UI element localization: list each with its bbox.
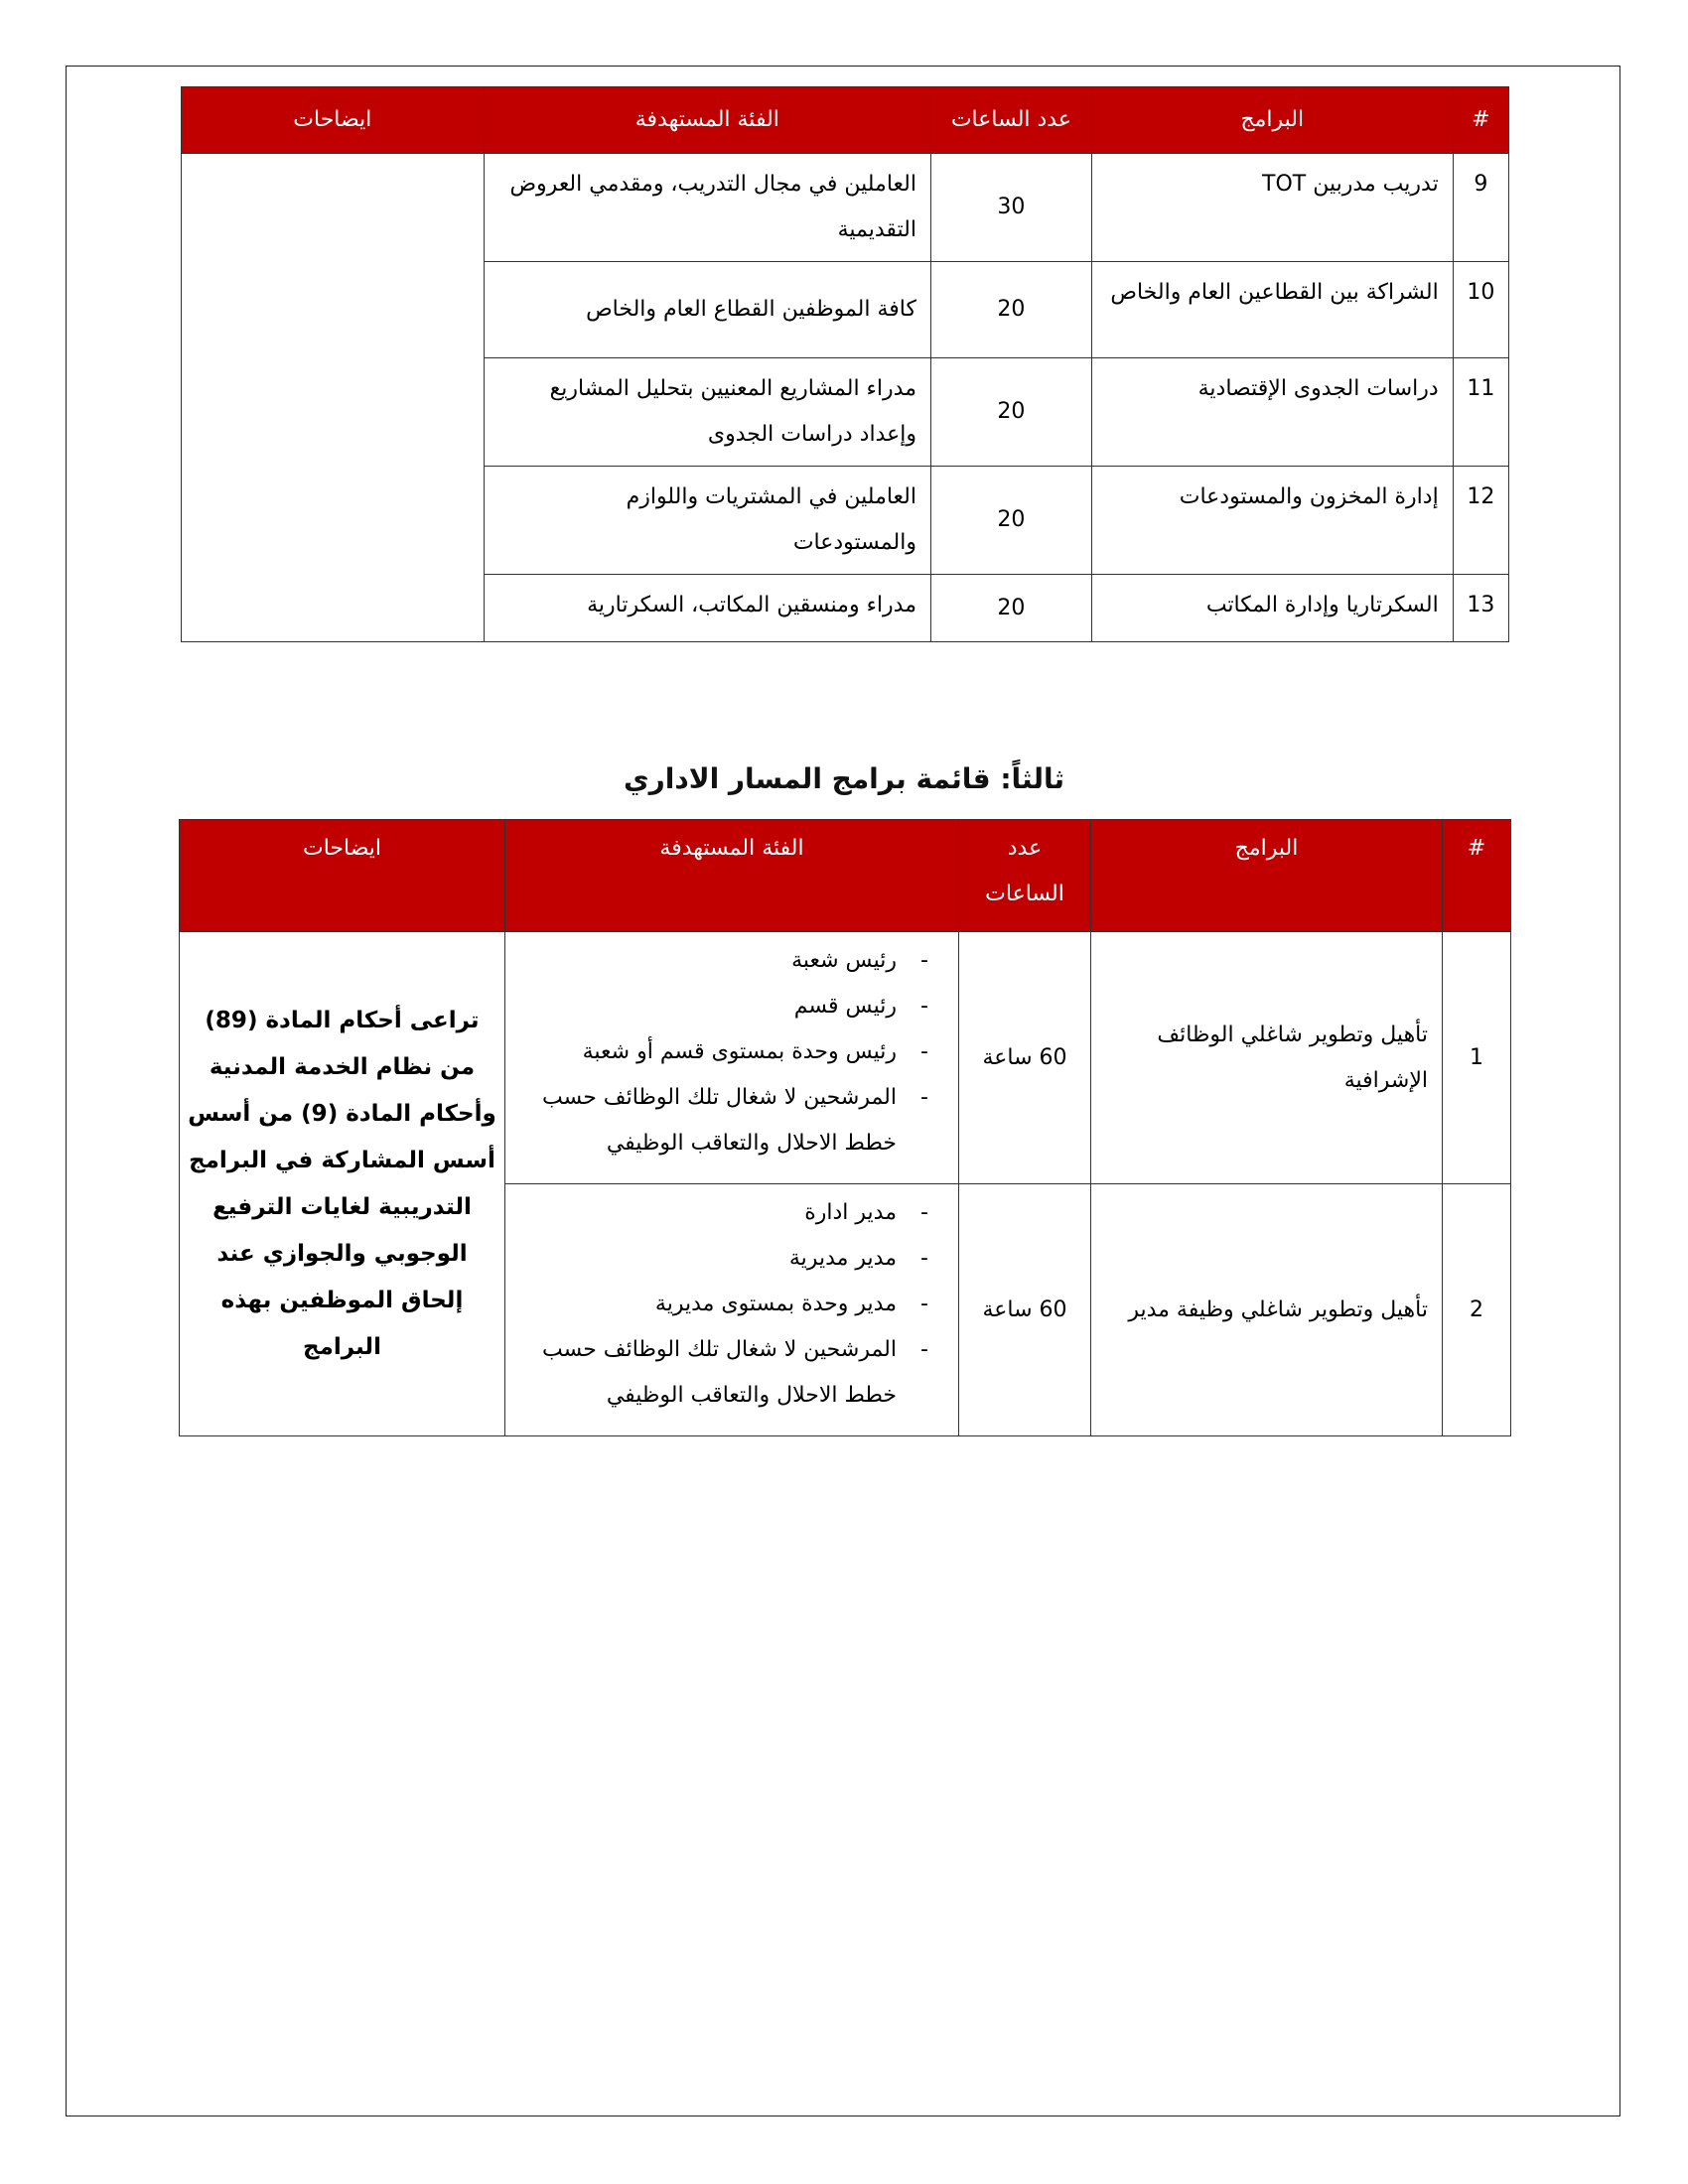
row-program: السكرتاريا وإدارة المكاتب <box>1091 575 1453 642</box>
row-program: تدريب مدربين TOT <box>1091 154 1453 262</box>
row-program: الشراكة بين القطاعين العام والخاص <box>1091 262 1453 358</box>
row-target: كافة الموظفين القطاع العام والخاص <box>484 262 930 358</box>
row-target: العاملين في مجال التدريب، ومقدمي العروض التقديمية <box>484 154 930 262</box>
header-notes: ايضاحات <box>180 820 505 932</box>
row-target: مدراء المشاريع المعنيين بتحليل المشاريع وإعداد دراسات الجدوى <box>484 358 930 467</box>
row-hours: 20 <box>930 575 1091 642</box>
row-hours: 20 <box>930 358 1091 467</box>
header-num: # <box>1453 87 1508 154</box>
row-num: 13 <box>1453 575 1508 642</box>
row-num: 1 <box>1443 932 1511 1184</box>
admin-track-programs-table <box>179 819 1511 1436</box>
section-title: ثالثاً: قائمة برامج المسار الاداري <box>623 762 1065 795</box>
row-program: تأهيل وتطوير شاغلي وظيفة مدير <box>1091 1184 1443 1436</box>
header-num: # <box>1443 820 1511 932</box>
table-header-row <box>182 87 1509 154</box>
row-program: دراسات الجدوى الإقتصادية <box>1091 358 1453 467</box>
row-target: العاملين في المشتريات واللوازم والمستودعات <box>484 467 930 575</box>
header-notes: ايضاحات <box>182 87 485 154</box>
row-num: 12 <box>1453 467 1508 575</box>
list-item: - رئيس قسم <box>519 984 922 1029</box>
notes-cell: تراعى أحكام المادة (89) من نظام الخدمة المدنية وأحكام المادة (9) من أسس أسس المشاركة في البرامج التدريبية لغايات الترفيع الوجوبي والجوازي عند إلحاق الموظفين بهذه البرامج <box>180 932 505 1436</box>
table-row <box>182 154 1509 262</box>
row-num: 10 <box>1453 262 1508 358</box>
list-item: - المرشحين لا شغال تلك الوظائف حسب خطط الاحلال والتعاقب الوظيفي <box>519 1075 922 1166</box>
row-target <box>505 1184 959 1436</box>
target-list <box>519 1190 944 1419</box>
row-hours: 20 <box>930 467 1091 575</box>
row-program: إدارة المخزون والمستودعات <box>1091 467 1453 575</box>
row-num: 2 <box>1443 1184 1511 1436</box>
table-header-row <box>180 820 1511 932</box>
programs-table-continued <box>181 86 1509 642</box>
row-target <box>505 932 959 1184</box>
row-target: مدراء ومنسقين المكاتب، السكرتارية <box>484 575 930 642</box>
target-list <box>519 938 944 1166</box>
list-item: - رئيس وحدة بمستوى قسم أو شعبة <box>519 1029 922 1075</box>
row-num: 9 <box>1453 154 1508 262</box>
notes-cell <box>182 154 485 642</box>
row-num: 11 <box>1453 358 1508 467</box>
list-item: - مدير ادارة <box>519 1190 922 1236</box>
header-hours: عدد الساعات <box>959 820 1091 932</box>
header-program: البرامج <box>1091 820 1443 932</box>
row-hours: 30 <box>930 154 1091 262</box>
row-hours: 20 <box>930 262 1091 358</box>
list-item: - المرشحين لا شغال تلك الوظائف حسب خطط الاحلال والتعاقب الوظيفي <box>519 1327 922 1419</box>
header-program: البرامج <box>1091 87 1453 154</box>
row-program: تأهيل وتطوير شاغلي الوظائف الإشرافية <box>1091 932 1443 1184</box>
list-item: - مدير مديرية <box>519 1236 922 1282</box>
list-item: - رئيس شعبة <box>519 938 922 984</box>
header-target: الفئة المستهدفة <box>484 87 930 154</box>
table-row <box>180 932 1511 1184</box>
header-hours: عدد الساعات <box>930 87 1091 154</box>
list-item: - مدير وحدة بمستوى مديرية <box>519 1282 922 1327</box>
header-target: الفئة المستهدفة <box>505 820 959 932</box>
row-hours: 60 ساعة <box>959 932 1091 1184</box>
row-hours: 60 ساعة <box>959 1184 1091 1436</box>
